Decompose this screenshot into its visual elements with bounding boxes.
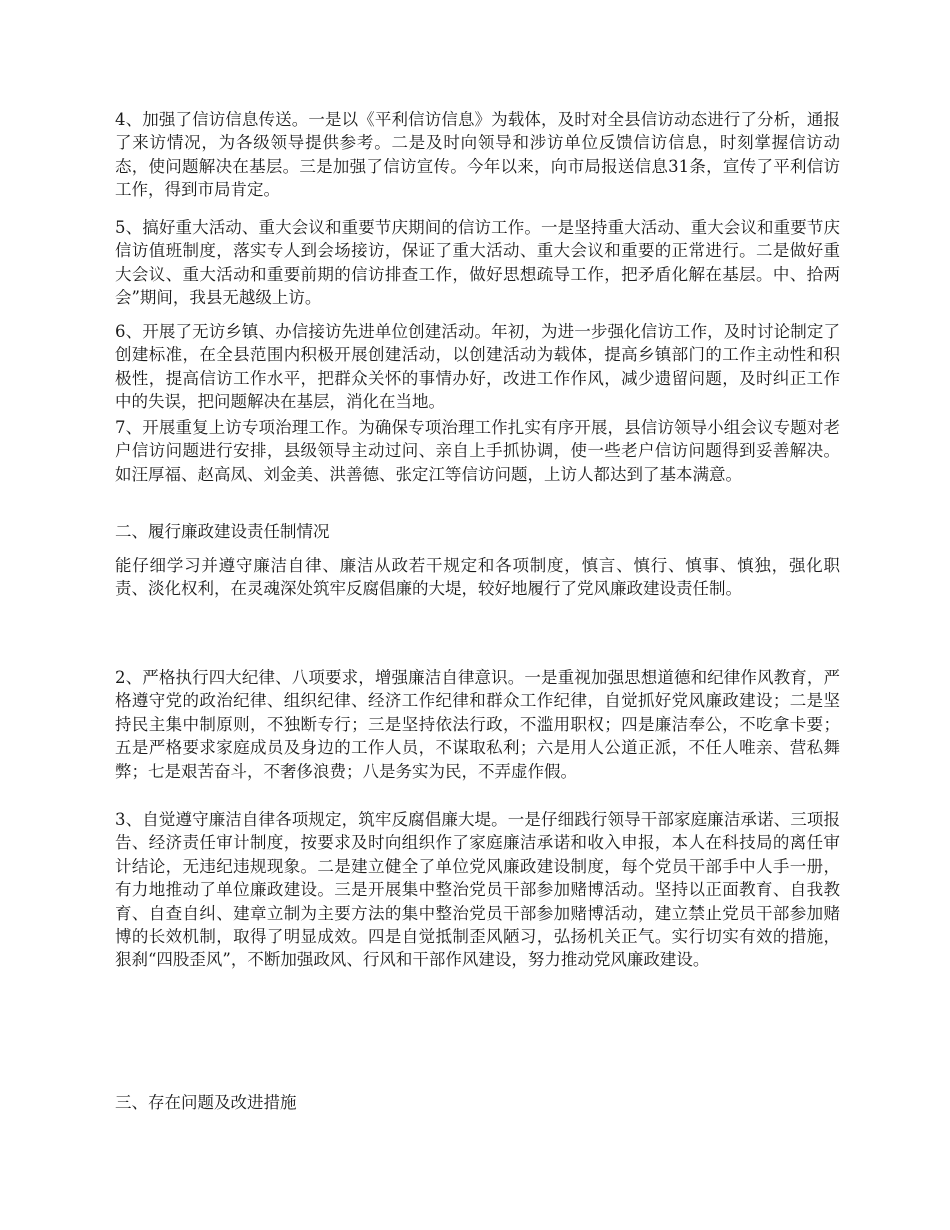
paragraph-info-transmission: 4、加强了信访信息传送。一是以《平利信访信息》为载体，及时对全县信访动态进行了分析，通报了来访情况，为各级领导提供参考。二是及时向领导和涉访单位反馈信访信息，时刻掌握信访动态，使问题解决在基层。三是加强了信访宣传。今年以来，向市局报送信息31条，宣传了平利信访工作，得到市局肯定。 xyxy=(115,110,840,200)
paragraph-self-discipline: 3、自觉遵守廉洁自律各项规定，筑牢反腐倡廉大堤。一是仔细践行领导干部家庭廉洁承诺、三项报告、经济责任审计制度，按要求及时向组织作了家庭廉洁承诺和收入申报，本人在科技局的离任审计结论，无违纪违规现象。二是建立健全了单位党风廉政建设制度，每个党员干部手中人手一册，有力地推动了单位廉政建设。三是开展集中整治党员干部参加赌博活动。坚持以正面教育、自我教育、自查自纠、建章立制为主要方法的集中整治党员干部参加赌博活动，建立禁止党员干部参加赌博的长效机制，取得了明显成效。四是自觉抵制歪风陋习，弘扬机关正气。实行切实有效的措施，狠刹“四股歪风”，不断加强政风、行风和干部作风建设，努力推动党风廉政建设。 xyxy=(115,810,840,970)
paragraph-discipline: 2、严格执行四大纪律、八项要求，增强廉洁自律意识。一是重视加强思想道德和纪律作风教育，严格遵守党的政治纪律、组织纪律、经济工作纪律和群众工作纪律，自觉抓好党风廉政建设；二是坚持民主集中制原则，不独断专行；三是坚持依法行政，不滥用职权；四是廉洁奉公，不吃拿卡要；五是严格要求家庭成员及身边的工作人员，不谋取私利；六是用人公道正派，不任人唯亲、营私舞弊；七是艰苦奋斗，不奢侈浪费；八是务实为民，不弄虚作假。 xyxy=(115,668,840,781)
section-heading-problems: 三、存在问题及改进措施 xyxy=(115,1093,297,1112)
paragraph-repeat-visits: 7、开展重复上访专项治理工作。为确保专项治理工作扎实有序开展，县信访领导小组会议专题对老户信访问题进行安排，县级领导主动过问、亲自上手抓协调，使一些老户信访问题得到妥善解决。如汪厚福、赵高凤、刘金美、洪善德、张定江等信访问题，上访人都达到了基本满意。 xyxy=(115,418,840,484)
paragraph-integrity-intro: 能仔细学习并遵守廉洁自律、廉洁从政若干规定和各项制度，慎言、慎行、慎事、慎独，强化职责、淡化权利，在灵魂深处筑牢反腐倡廉的大堤，较好地履行了党风廉政建设责任制。 xyxy=(115,556,840,599)
section-heading-integrity: 二、履行廉政建设责任制情况 xyxy=(115,522,330,541)
paragraph-no-visit-towns: 6、开展了无访乡镇、办信接访先进单位创建活动。年初，为进一步强化信访工作，及时讨论制定了创建标准，在全县范围内积极开展创建活动，以创建活动为载体，提高乡镇部门的工作主动性和积极性，提高信访工作水平，把群众关怀的事情办好，改进工作作风，减少遗留问题，及时纠正工作中的失误，把问题解决在基层，消化在当地。 xyxy=(115,322,840,412)
paragraph-major-events: 5、搞好重大活动、重大会议和重要节庆期间的信访工作。一是坚持重大活动、重大会议和重要节庆信访值班制度，落实专人到会场接访，保证了重大活动、重大会议和重要的正常进行。二是做好重大会议、重大活动和重要前期的信访排查工作，做好思想疏导工作，把矛盾化解在基层。中、拾两会”期间，我县无越级上访。 xyxy=(115,218,840,308)
